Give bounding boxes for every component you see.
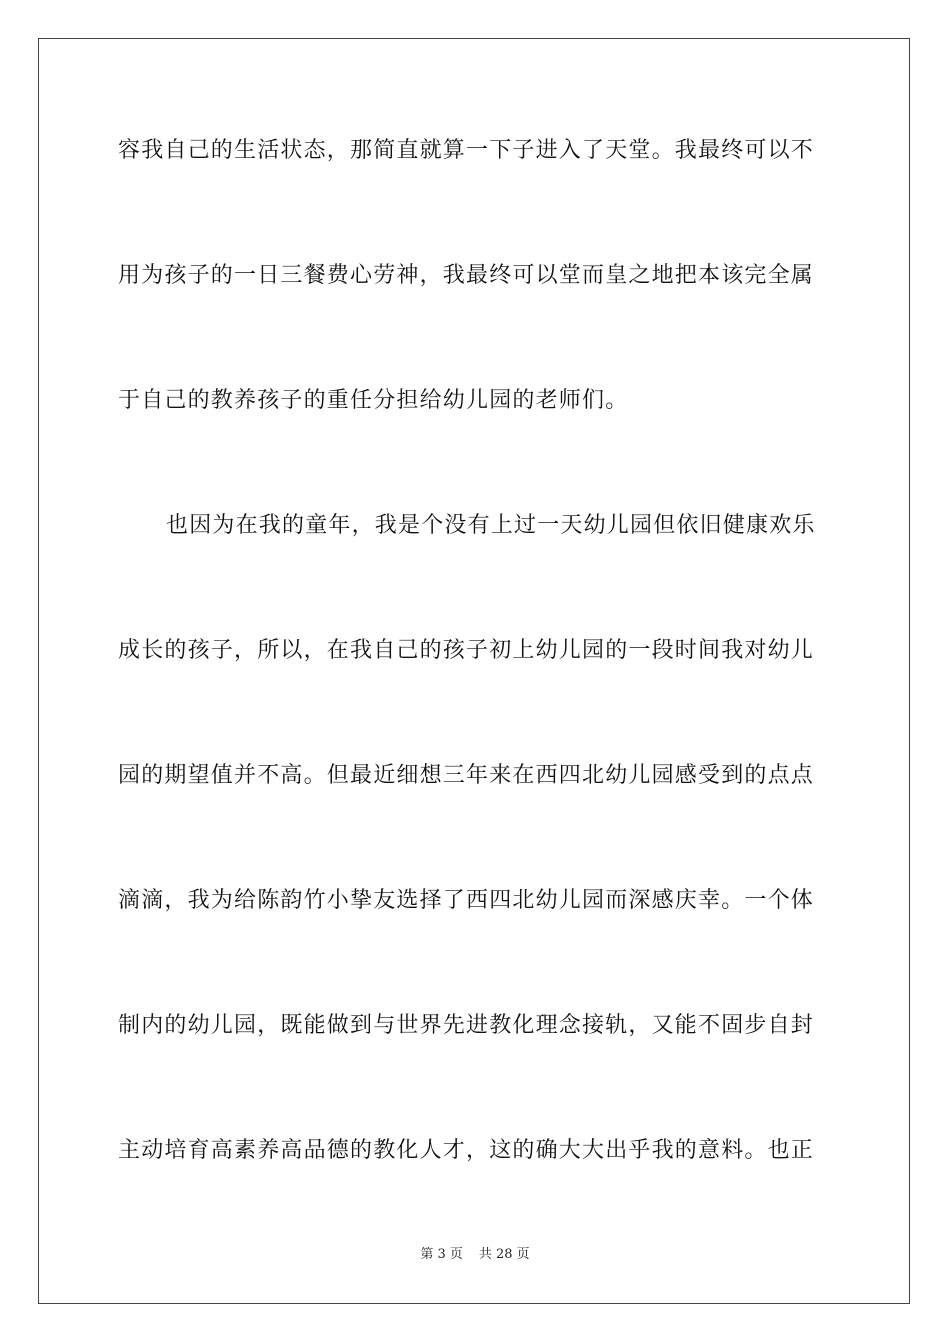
body-text-line: 滴滴，我为给陈韵竹小挚友选择了西四北幼儿园而深感庆幸。一个体 xyxy=(118,888,815,913)
page-number: 第 3 页 xyxy=(420,1247,463,1262)
body-text-line: 园的期望值并不高。但最近细想三年来在西四北幼儿园感受到的点点 xyxy=(118,763,815,788)
total-pages: 共 28 页 xyxy=(478,1247,530,1262)
body-text-line: 于自己的教养孩子的重任分担给幼儿园的老师们。 xyxy=(118,388,629,413)
body-text-line: 成长的孩子，所以，在我自己的孩子初上幼儿园的一段时间我对幼儿 xyxy=(118,638,815,663)
page-footer xyxy=(0,1246,950,1264)
body-text-line: 用为孩子的一日三餐费心劳神，我最终可以堂而皇之地把本该完全属 xyxy=(118,263,815,288)
body-text-line: 主动培育高素养高品德的教化人才，这的确大大出乎我的意料。也正 xyxy=(118,1138,815,1163)
body-text-line: 容我自己的生活状态，那简直就算一下子进入了天堂。我最终可以不 xyxy=(118,138,815,163)
body-text-line: 制内的幼儿园，既能做到与世界先进教化理念接轨，又能不固步自封 xyxy=(118,1013,815,1038)
page-border xyxy=(38,38,910,1304)
body-text-line-paragraph-start: 也因为在我的童年，我是个没有上过一天幼儿园但依旧健康欢乐 xyxy=(166,513,816,538)
